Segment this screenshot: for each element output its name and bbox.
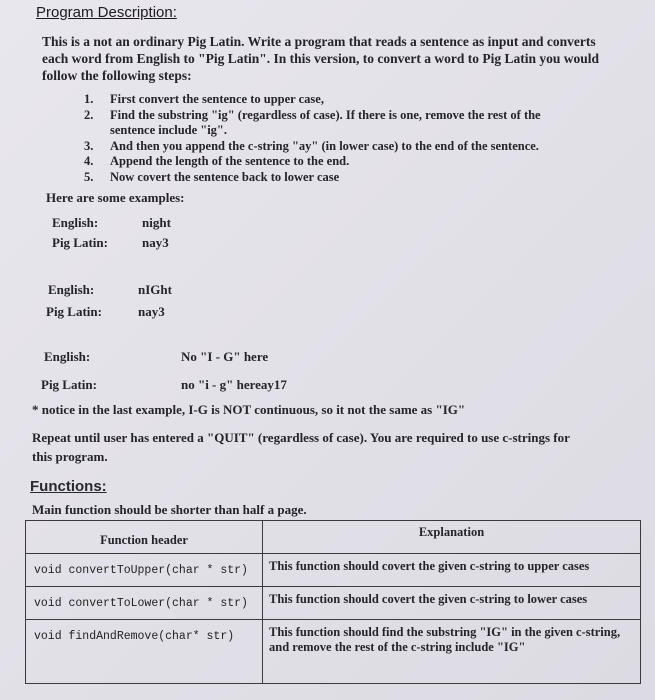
main-function-note: Main function should be shorter than half a page.	[32, 502, 307, 517]
functions-heading: Functions:	[30, 478, 107, 495]
step-item	[84, 92, 584, 108]
column-header-function: Function header	[26, 521, 263, 554]
step-item	[84, 108, 584, 139]
explanation-cell: This function should covert the given c-string to upper cases	[263, 554, 641, 587]
explanation-cell: This function should covert the given c-string to lower cases	[263, 587, 641, 620]
example-3-english-label: English:	[44, 349, 91, 364]
step-number: 5.	[84, 169, 94, 184]
repeat-instruction: Repeat until user has entered a "QUIT" (regardless of case). You are required to use c-strings for this program.	[32, 430, 570, 464]
step-text: Now covert the sentence back to lower case	[110, 169, 340, 184]
step-number: 1.	[84, 92, 94, 106]
step-text: And then you append the c-string "ay" (in lower case) to the end of the sentence.	[110, 138, 539, 153]
table-header-row	[26, 521, 641, 554]
step-item	[84, 170, 584, 186]
examples-heading: Here are some examples:	[46, 190, 185, 205]
example-1-english-label: English:	[52, 215, 99, 230]
step-number: 4.	[84, 154, 94, 168]
example-3-pig-label: Pig Latin:	[41, 377, 97, 392]
example-2-english-value: nIGht	[138, 282, 172, 297]
step-text: Find the substring "ig" (regardless of case). If there is one, remove the rest of the sentence include "ig".	[110, 107, 541, 137]
table-row	[26, 620, 641, 684]
step-item	[84, 139, 584, 155]
functions-table	[25, 520, 641, 684]
example-3-pig-value: no "i - g" hereay17	[181, 377, 287, 392]
step-number: 3.	[84, 138, 94, 153]
function-header-cell: void convertToUpper(char * str)	[26, 554, 263, 587]
function-header-cell: void findAndRemove(char* str)	[26, 620, 263, 684]
table-row	[26, 587, 641, 620]
step-text: Append the length of the sentence to the end.	[110, 154, 350, 168]
table-row	[26, 554, 641, 587]
program-description-title: Program Description:	[36, 4, 177, 21]
intro-paragraph: This is a not an ordinary Pig Latin. Write a program that reads a sentence as input and converts each word from English to "Pig Latin". In this version, to convert a word to Pig Latin you would follow the following steps:	[42, 34, 600, 83]
example-2-pig-label: Pig Latin:	[46, 304, 102, 319]
example-3-english-value: No "I - G" here	[181, 349, 269, 364]
example-1-english-value: night	[142, 215, 171, 230]
column-header-explanation: Explanation	[263, 521, 641, 554]
step-text: First convert the sentence to upper case,	[110, 92, 324, 106]
function-header-cell: void convertToLower(char * str)	[26, 587, 263, 620]
example-2-pig-value: nay3	[138, 304, 165, 319]
example-1-pig-value: nay3	[142, 235, 169, 250]
example-1-pig-label: Pig Latin:	[52, 235, 108, 250]
steps-list	[84, 92, 584, 185]
step-item	[84, 154, 584, 170]
continuity-note: * notice in the last example, I-G is NOT continuous, so it not the same as "IG"	[32, 402, 466, 417]
example-2-english-label: English:	[48, 282, 95, 297]
step-number: 2.	[84, 107, 94, 122]
explanation-cell: This function should find the substring "IG" in the given c-string, and remove the rest of the c-string include "IG"	[263, 620, 641, 684]
